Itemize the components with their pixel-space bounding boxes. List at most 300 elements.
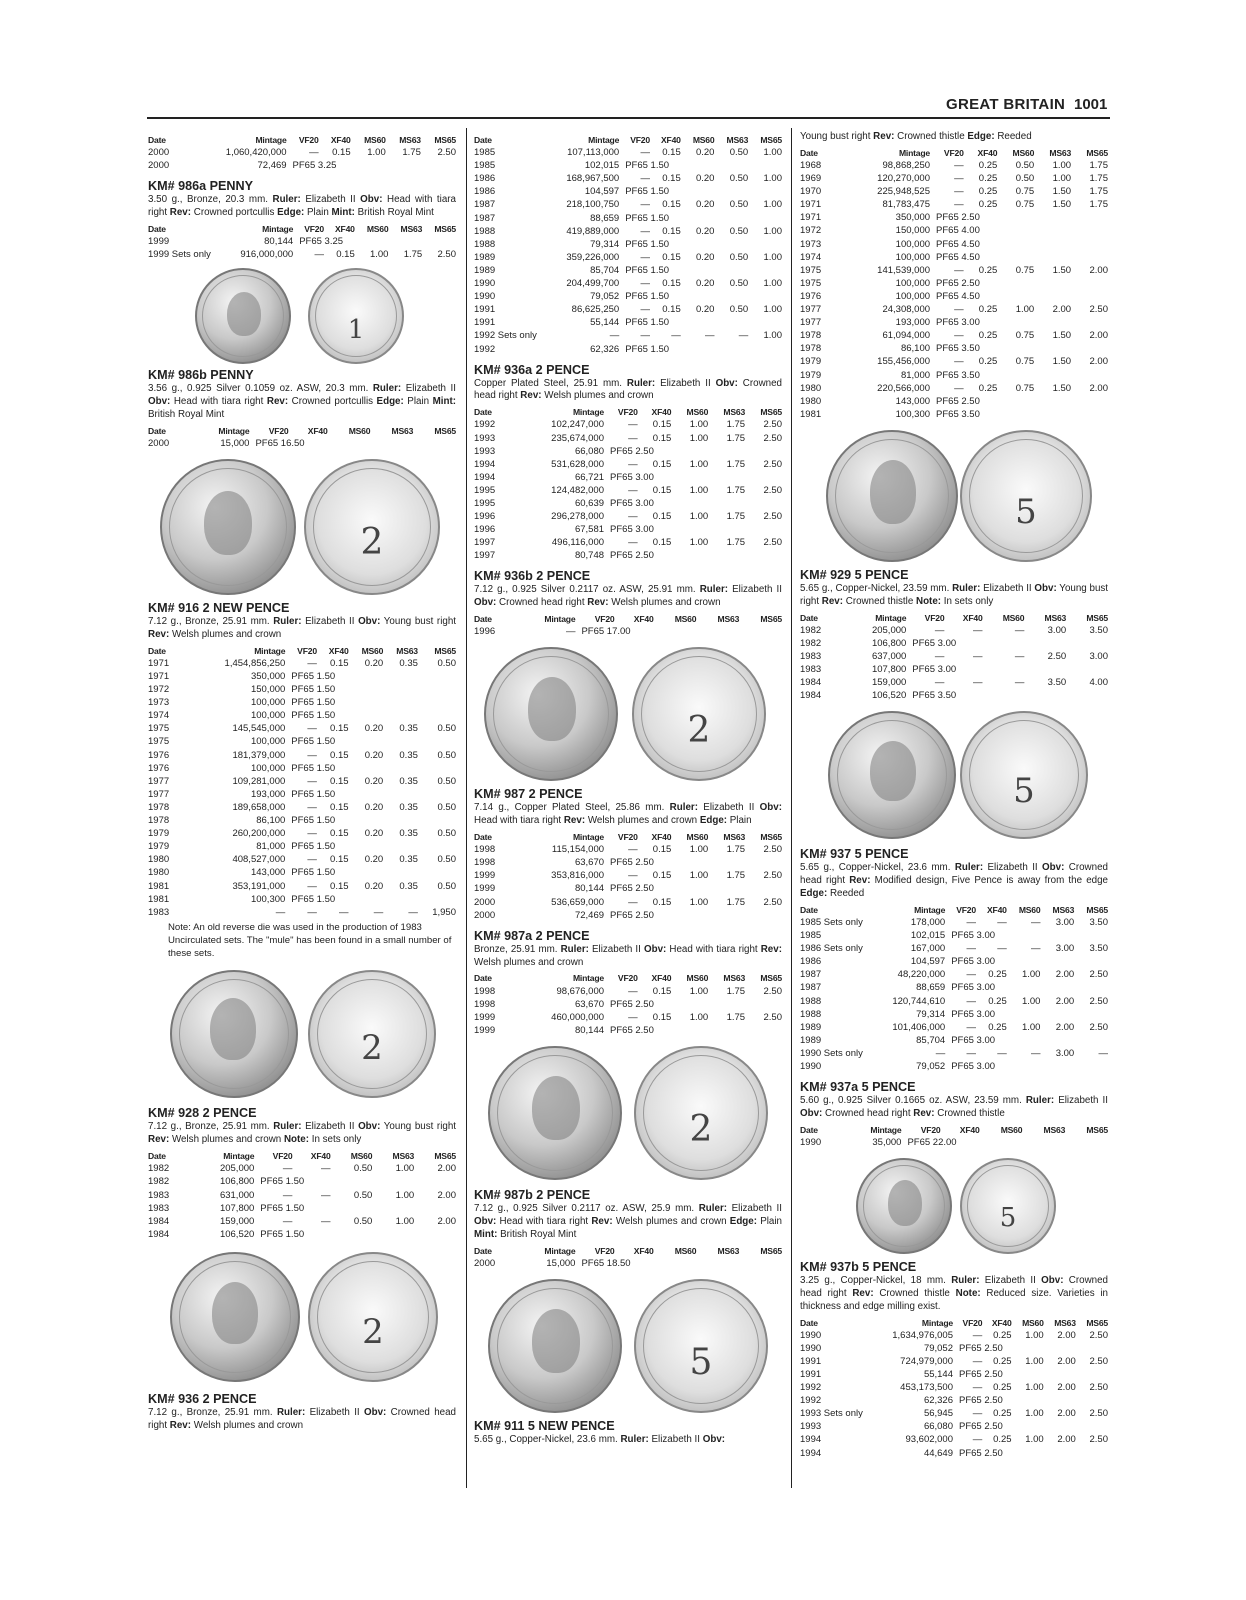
table-cell: 1980: [800, 395, 822, 407]
table-cell: 2.50: [437, 147, 456, 159]
table-cell: 453,173,500: [900, 1382, 953, 1394]
table-cell: —: [628, 432, 638, 444]
table-cell: 2.00: [1057, 1355, 1076, 1367]
column-header: Date: [800, 1124, 818, 1135]
column-header: Mintage: [588, 135, 620, 146]
table-cell: 0.20: [364, 828, 384, 840]
table-cell: 1,950: [432, 906, 456, 918]
column-header: MS65: [434, 1151, 456, 1162]
table-cell: 106,800: [219, 1176, 255, 1188]
field-label: Ruler:: [626, 377, 656, 389]
table-cell: 1998: [474, 998, 496, 1010]
mintage-table: [474, 1245, 782, 1271]
table-cell: 0.20: [364, 880, 384, 892]
table-cell: 2.00: [1089, 330, 1108, 342]
table-cell: 225,948,525: [877, 186, 931, 198]
coin-description: [474, 944, 782, 970]
table-cell: 0.35: [399, 828, 418, 840]
table-cell: 1.00: [689, 458, 709, 470]
table-row: [474, 511, 782, 524]
table-row: [800, 409, 1108, 422]
table-cell: 1994: [800, 1447, 822, 1459]
table-cell: 2.50: [763, 844, 782, 856]
table-cell: 1971: [148, 671, 170, 682]
coin-description: [800, 1095, 1108, 1121]
table-cell: —: [934, 624, 945, 636]
table-cell: 220,566,000: [877, 382, 931, 394]
field-value: Elizabeth II: [305, 1406, 364, 1418]
table-cell: 1991: [474, 317, 496, 329]
table-cell: 24,308,000: [882, 304, 931, 316]
table-cell: 1993: [800, 1421, 822, 1433]
table-cell: 0.15: [330, 854, 349, 866]
column-header: Mintage: [921, 1317, 953, 1328]
table-cell: 0.50: [437, 723, 456, 735]
table-cell: PF65 2.50: [959, 1395, 1003, 1407]
table-row: [800, 917, 1108, 930]
column-header: MS63: [723, 407, 746, 418]
table-row: [148, 749, 456, 762]
table-cell: 86,100: [256, 815, 286, 827]
table-cell: 1999: [474, 1024, 496, 1036]
column-header: VF20: [962, 1317, 983, 1328]
column-header: XF40: [633, 1245, 654, 1256]
table-row: [474, 857, 782, 870]
table-cell: 1.75: [402, 147, 421, 159]
column-header: MS60: [1018, 904, 1041, 915]
table-cell: 0.50: [729, 278, 749, 290]
field-label: Mint:: [331, 207, 355, 219]
table-cell: 1993 Sets only: [800, 1408, 863, 1420]
table-cell: 2.50: [1089, 1021, 1108, 1033]
table-cell: 1985: [474, 160, 496, 172]
table-cell: —: [1098, 1047, 1108, 1059]
table-cell: PF65 1.50: [625, 317, 670, 329]
coin-title: KM# 987b 2 PENCE: [474, 1187, 591, 1202]
column-header: VF20: [304, 224, 324, 235]
field-value: Young bust right: [380, 616, 456, 627]
table-row: [800, 173, 1108, 186]
column-header: Date: [148, 425, 166, 436]
table-row: [800, 930, 1108, 943]
table-row: [474, 498, 782, 511]
table-cell: 2.50: [1089, 1382, 1108, 1394]
table-cell: 2.50: [763, 458, 782, 470]
field-label: Ruler:: [952, 582, 981, 594]
table-cell: 86,625,250: [571, 304, 620, 316]
table-cell: 0.20: [364, 775, 384, 787]
table-cell: 100,000: [895, 251, 931, 263]
table-cell: PF65 4.50: [936, 290, 980, 302]
table-cell: —: [282, 1163, 293, 1175]
field-value: 3.25 g., Copper-Nickel, 18 mm.: [800, 1274, 952, 1286]
table-cell: —: [966, 969, 976, 981]
page-running-title: GREAT BRITAIN: [946, 96, 1066, 113]
field-label: Ruler:: [560, 943, 589, 955]
table-cell: 85,704: [590, 264, 620, 276]
table-row: [474, 252, 782, 265]
table-row: [800, 396, 1108, 409]
table-cell: 0.50: [437, 775, 456, 787]
table-cell: PF65 4.50: [936, 238, 980, 250]
column-header: Mintage: [544, 614, 576, 625]
table-cell: —: [954, 186, 964, 198]
field-value: Crowned head right: [496, 597, 588, 609]
table-cell: —: [282, 1189, 293, 1201]
column-header: MS60: [366, 224, 389, 235]
column-header: VF20: [943, 147, 964, 158]
table-cell: 1.00: [689, 537, 709, 549]
field-label: Note:: [916, 595, 942, 607]
coin-reverse-image: [304, 459, 440, 595]
coin-title: KM# 936 2 PENCE: [148, 1391, 257, 1406]
table-cell: —: [307, 749, 317, 761]
table-cell: 1986: [474, 186, 496, 198]
column-divider: [791, 128, 792, 1488]
table-cell: 62,326: [923, 1395, 953, 1407]
table-row: [800, 690, 1108, 703]
field-label: Rev:: [169, 207, 192, 219]
table-row: [474, 459, 782, 472]
table-cell: PF65 3.00: [951, 1061, 996, 1072]
table-row: [148, 815, 456, 828]
table-cell: —: [935, 1047, 946, 1059]
column-header: MS65: [1086, 612, 1108, 623]
table-cell: 0.15: [652, 1011, 672, 1023]
table-cell: 1.00: [1015, 304, 1035, 316]
field-label: Rev:: [852, 1287, 874, 1299]
table-cell: 1992: [800, 1395, 822, 1407]
table-cell: —: [972, 1408, 983, 1420]
table-row: [800, 651, 1108, 664]
table-row: [800, 304, 1108, 317]
table-cell: 0.25: [978, 356, 998, 368]
table-cell: 1.50: [1052, 264, 1072, 276]
table-cell: 1991: [800, 1369, 822, 1380]
table-cell: 0.25: [993, 1382, 1012, 1394]
column-header: MS65: [760, 832, 782, 843]
table-cell: 460,000,000: [551, 1011, 605, 1023]
column-header: VF20: [272, 1151, 293, 1162]
column-header: Mintage: [218, 425, 250, 436]
field-value: Crowned portcullis: [288, 396, 377, 408]
coin-reverse-image: [632, 647, 766, 781]
table-cell: 1990: [474, 278, 496, 290]
table-row: [800, 982, 1108, 995]
column-header: Mintage: [875, 612, 907, 623]
column-header: Date: [474, 973, 492, 984]
field-value: 5.65 g., Copper-Nickel, 23.59 mm.: [800, 582, 953, 594]
table-cell: 0.15: [330, 801, 349, 813]
table-cell: —: [307, 828, 317, 840]
field-value: Welsh plumes and crown: [169, 1134, 284, 1146]
table-cell: —: [934, 650, 945, 662]
table-cell: 1987: [474, 212, 496, 224]
table-cell: 1.00: [689, 985, 709, 997]
table-header-row: [148, 425, 456, 438]
table-cell: 1.75: [726, 1011, 746, 1023]
table-row: [800, 212, 1108, 225]
table-cell: 1.00: [1025, 1329, 1044, 1341]
table-cell: 0.50: [353, 1189, 373, 1201]
column-header: MS65: [434, 425, 456, 436]
table-cell: —: [628, 896, 638, 908]
table-row: [474, 883, 782, 896]
table-cell: 0.15: [662, 278, 681, 290]
table-cell: 1968: [800, 160, 822, 171]
table-cell: 2.50: [437, 249, 456, 261]
table-cell: 1976: [148, 762, 170, 774]
table-cell: 2.00: [1055, 1021, 1075, 1033]
price-table-continued: [474, 134, 782, 357]
coin-description: [148, 1407, 456, 1433]
table-cell: 0.20: [695, 251, 715, 263]
field-value: Welsh plumes and crown: [474, 956, 584, 968]
column-header: Date: [148, 1151, 166, 1162]
table-cell: 2.50: [763, 1011, 782, 1023]
field-label: Obv:: [148, 396, 171, 408]
table-cell: 150,000: [895, 225, 931, 237]
table-cell: 167,000: [910, 943, 946, 955]
column-header: XF40: [307, 425, 328, 436]
table-cell: —: [640, 173, 650, 185]
table-cell: 0.15: [652, 844, 672, 856]
table-cell: —: [307, 657, 317, 669]
table-cell: —: [934, 677, 945, 689]
table-cell: PF65 2.50: [610, 857, 654, 869]
table-row: [474, 999, 782, 1012]
column-header: Date: [148, 645, 166, 656]
table-cell: 0.20: [364, 749, 384, 761]
table-cell: 150,000: [250, 684, 286, 696]
table-cell: PF65 1.50: [291, 710, 336, 722]
table-cell: 0.35: [399, 657, 418, 669]
table-cell: 0.25: [988, 1021, 1007, 1033]
field-value: Elizabeth II: [588, 943, 644, 955]
table-cell: 1975: [800, 277, 822, 289]
table-cell: 100,000: [895, 238, 931, 250]
table-row: [800, 1009, 1108, 1022]
table-cell: 159,000: [219, 1215, 255, 1227]
table-row: [474, 985, 782, 998]
table-cell: 107,113,000: [567, 147, 620, 159]
table-cell: PF65 3.50: [936, 369, 980, 381]
table-cell: 1.00: [395, 1189, 415, 1201]
field-label: Ruler:: [372, 383, 402, 395]
coin-obverse-image: [170, 970, 298, 1098]
table-cell: 1994: [474, 471, 496, 483]
table-cell: 496,116,000: [551, 537, 605, 549]
table-cell: PF65 16.50: [255, 438, 305, 449]
column-header: MS63: [726, 135, 749, 146]
table-cell: 120,744,610: [892, 995, 946, 1007]
table-cell: 168,967,500: [566, 173, 620, 185]
table-row: [800, 1356, 1108, 1369]
table-row: [800, 1061, 1108, 1074]
table-cell: 2.50: [1089, 1434, 1108, 1446]
table-cell: 1.75: [726, 985, 746, 997]
table-cell: —: [339, 906, 349, 918]
table-row: [800, 1447, 1108, 1460]
field-value: Reduced size. Varieties in thickness and edge milling exist.: [800, 1287, 1109, 1312]
table-cell: —: [972, 1329, 983, 1341]
table-cell: PF65 3.00: [610, 497, 654, 509]
column-header: MS63: [717, 1245, 740, 1256]
table-cell: 81,000: [900, 369, 931, 381]
column-header: XF40: [330, 135, 351, 146]
column-header: MS60: [350, 1151, 373, 1162]
table-cell: PF65 2.50: [610, 998, 654, 1010]
table-cell: 1983: [148, 1202, 170, 1214]
table-row: [474, 239, 782, 252]
table-cell: —: [1014, 677, 1025, 689]
table-cell: 0.15: [662, 147, 681, 159]
table-cell: 1994: [474, 458, 496, 470]
table-header-row: [800, 1124, 1108, 1137]
column-header: VF20: [956, 904, 976, 915]
column-header: MS63: [717, 614, 740, 625]
column-header: XF40: [651, 407, 672, 418]
table-cell: 178,000: [910, 916, 946, 928]
field-label: Obv:: [715, 377, 738, 389]
table-cell: PF65 1.50: [291, 788, 336, 800]
field-value: Crowned head right: [822, 1107, 914, 1119]
field-value: Reeded: [827, 887, 865, 899]
column-header: Mintage: [914, 904, 946, 915]
table-row: [474, 432, 782, 445]
table-cell: 0.50: [353, 1163, 373, 1175]
table-row: [148, 723, 456, 736]
table-cell: 107,800: [219, 1202, 255, 1214]
column-header: VF20: [298, 135, 319, 146]
table-cell: —: [628, 985, 638, 997]
table-cell: 102,247,000: [551, 419, 605, 431]
table-row: [474, 844, 782, 857]
column-header: Date: [800, 147, 818, 158]
table-row: [800, 317, 1108, 330]
table-cell: 916,000,000: [240, 249, 294, 261]
table-cell: 1.00: [1052, 173, 1072, 185]
coin-obverse-image: [484, 647, 618, 781]
column-header: Mintage: [572, 973, 605, 984]
table-cell: 1971: [800, 212, 822, 224]
table-cell: —: [640, 304, 650, 316]
column-header: MS65: [1086, 904, 1108, 915]
table-cell: 1984: [800, 690, 822, 702]
column-header: XF40: [991, 1317, 1012, 1328]
column-header: MS60: [686, 832, 709, 843]
table-cell: —: [307, 854, 317, 866]
table-cell: 0.15: [652, 511, 672, 523]
mintage-table: [474, 406, 782, 563]
field-label: Rev:: [849, 875, 871, 887]
table-cell: 1984: [148, 1215, 170, 1227]
coin-title: KM# 986a PENNY: [148, 179, 253, 194]
table-cell: 1985 Sets only: [800, 916, 863, 928]
table-row: [148, 1229, 456, 1242]
table-cell: 1.00: [763, 251, 782, 263]
table-cell: 1.50: [1052, 199, 1072, 211]
table-cell: PF65 1.50: [291, 697, 336, 709]
table-cell: 1995: [474, 484, 496, 496]
field-label: Obv:: [358, 616, 381, 627]
column-header: VF20: [630, 135, 650, 146]
coin-images: [800, 426, 1108, 562]
table-cell: 1992: [800, 1382, 822, 1394]
table-row: [474, 186, 782, 199]
table-row: [474, 265, 782, 278]
table-cell: 0.50: [729, 304, 749, 316]
table-cell: 100,000: [250, 736, 286, 748]
table-cell: 0.20: [695, 173, 715, 185]
table-cell: —: [954, 330, 964, 342]
table-cell: 1981: [148, 893, 170, 905]
table-cell: PF65 2.50: [959, 1447, 1003, 1459]
table-cell: 1980: [148, 867, 170, 879]
coin-denomination-numeral: 2: [360, 522, 384, 563]
table-cell: 0.35: [399, 854, 418, 866]
table-cell: 1972: [148, 684, 170, 696]
table-cell: PF65 3.50: [936, 343, 980, 355]
table-row: [474, 330, 782, 343]
table-cell: 1.00: [367, 147, 386, 159]
table-cell: 1975: [148, 736, 170, 748]
table-cell: —: [954, 304, 964, 316]
coin-images: [800, 1154, 1108, 1254]
table-row: [800, 238, 1108, 251]
table-cell: 1976: [800, 290, 822, 302]
table-cell: —: [972, 1355, 983, 1367]
table-cell: 0.15: [330, 657, 349, 669]
table-cell: —: [628, 484, 638, 496]
table-cell: 79,314: [590, 238, 620, 250]
column-header: MS63: [1043, 1124, 1066, 1135]
table-cell: 3.50: [1089, 624, 1108, 636]
table-row: [148, 1163, 456, 1176]
table-cell: 260,200,000: [232, 828, 286, 840]
table-cell: —: [275, 906, 286, 918]
table-cell: PF65 2.50: [610, 550, 654, 562]
table-header-row: [474, 1245, 782, 1258]
table-row: [474, 291, 782, 304]
table-row: [800, 625, 1108, 638]
table-cell: —: [966, 1021, 976, 1033]
table-cell: 1992: [474, 343, 496, 355]
column-header: MS60: [1002, 612, 1025, 623]
mintage-table: [800, 1124, 1108, 1150]
table-cell: —: [972, 1382, 983, 1394]
table-row: [800, 943, 1108, 956]
column-header: MS65: [434, 135, 456, 146]
table-cell: 1979: [148, 828, 170, 840]
table-row: [148, 160, 456, 173]
table-row: [148, 1203, 456, 1216]
table-cell: 2.50: [763, 432, 782, 444]
table-cell: 0.15: [662, 199, 681, 211]
coin-title: KM# 936a 2 PENCE: [474, 362, 590, 377]
table-cell: 1.00: [1025, 1434, 1044, 1446]
table-header-row: [474, 134, 782, 147]
table-cell: 0.15: [330, 880, 349, 892]
table-cell: PF65 2.50: [959, 1369, 1003, 1380]
column-header: VF20: [297, 645, 317, 656]
table-row: [148, 828, 456, 841]
field-label: Ruler:: [951, 1274, 980, 1286]
table-cell: PF65 1.50: [291, 684, 336, 696]
column-header: MS63: [396, 645, 418, 656]
field-value: 7.12 g., Bronze, 25.91 mm.: [148, 1121, 274, 1133]
column-header: XF40: [328, 645, 349, 656]
